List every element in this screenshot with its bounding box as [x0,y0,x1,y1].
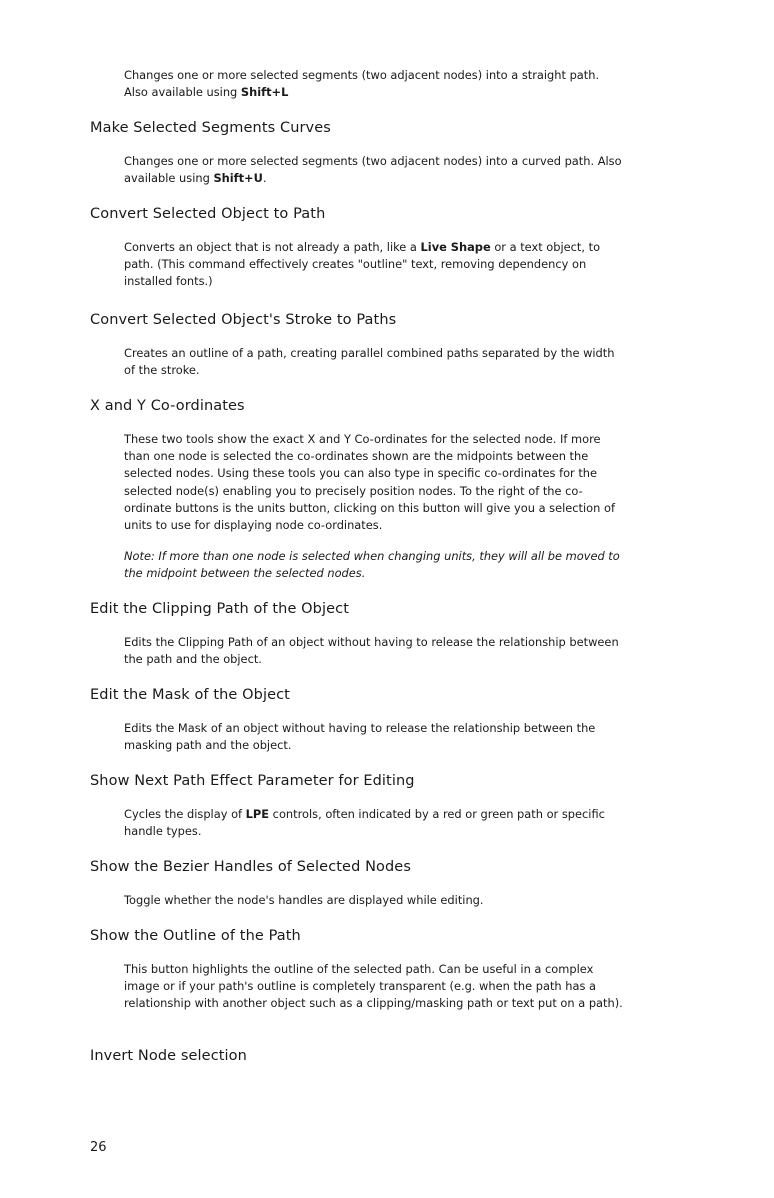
section-heading: Make Selected Segments Curves [90,120,331,136]
paragraph-text: controls, often indicated by a red or green path or specific handle types. [124,807,605,839]
paragraph-text: Changes one or more selected segments (two adjacent nodes) into a straight path. Also available using [124,68,600,100]
page-number: 26 [90,1140,107,1155]
bold-term: LPE [245,807,270,821]
section-heading: Invert Node selection [90,1048,247,1064]
section-heading: X and Y Co-ordinates [90,398,245,414]
section-paragraph [124,239,624,291]
section-heading: Convert Selected Object's Stroke to Paths [90,312,397,328]
intro-paragraph [124,67,624,101]
section-heading: Convert Selected Object to Path [90,206,326,222]
bold-term: Live Shape [420,240,491,254]
paragraph-text: Changes one or more selected segments (two adjacent nodes) into a curved path. Also available using [124,154,622,186]
paragraph-text: Cycles the display of [124,807,246,821]
keyboard-shortcut: Shift+L [240,85,289,100]
paragraph-text: . [262,171,267,186]
section-paragraph [124,806,624,840]
section-paragraph: This button highlights the outline of the selected path. Can be useful in a complex image or if your path's outline is completely transparent (e.g. when the path has a relationship with another object such as a clipping/masking path or text put on a path). [124,962,623,1011]
section-paragraph: Edits the Mask of an object without having to release the relationship between the masking path and the object. [124,721,596,753]
section-heading: Edit the Clipping Path of the Object [90,601,349,617]
section-paragraph: These two tools show the exact X and Y Co-ordinates for the selected node. If more than one node is selected the co-ordinates shown are the midpoints between the selected nodes. Using these tools you can also type in specific co-ordinates for the selected node(s) enabling you to precisely position nodes. To the right of the co-ordinate buttons is the units button, clicking on this button will give you a selection of units to use for displaying node co-ordinates. [124,432,615,533]
section-paragraph: Edits the Clipping Path of an object without having to release the relationship between the path and the object. [124,635,619,667]
section-heading: Show the Outline of the Path [90,928,301,944]
section-paragraph: Creates an outline of a path, creating parallel combined paths separated by the width of the stroke. [124,346,615,378]
paragraph-text: or a text object, to path. (This command effectively creates "outline" text, removing dependency on installed fonts.) [124,240,601,289]
section-paragraph [124,153,624,187]
keyboard-shortcut: Shift+U [213,171,263,186]
section-heading: Show the Bezier Handles of Selected Nodes [90,859,411,875]
paragraph-text: Converts an object that is not already a path, like a [124,240,421,254]
section-heading: Edit the Mask of the Object [90,687,290,703]
note-paragraph: Note: If more than one node is selected when changing units, they will all be moved to the midpoint between the selected nodes. [124,549,620,581]
section-heading: Show Next Path Effect Parameter for Editing [90,773,415,789]
section-paragraph: Toggle whether the node's handles are displayed while editing. [124,893,484,907]
